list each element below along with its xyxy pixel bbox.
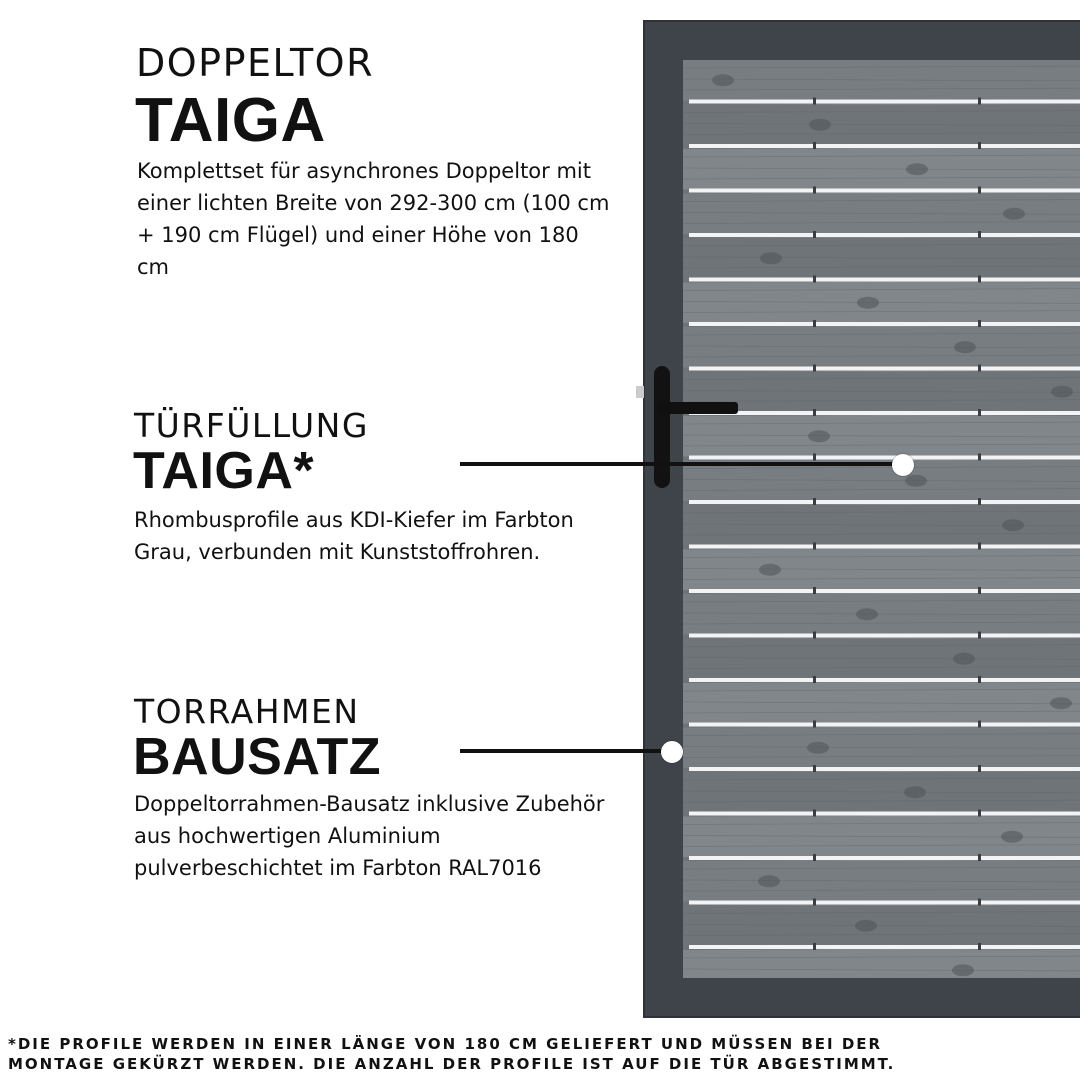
- wood-knot: [1050, 697, 1072, 709]
- wood-knot: [1003, 208, 1025, 220]
- tube-connector: [813, 365, 816, 373]
- tube-connector: [978, 587, 981, 595]
- tube-connector: [813, 899, 816, 907]
- section-2-description: Rhombusprofile aus KDI-Kiefer im Farbton Grau, verbunden mit Kunststoffrohren.: [134, 508, 574, 564]
- connector-line-infill: [460, 462, 896, 466]
- tube-connector: [813, 810, 816, 818]
- wood-knot: [856, 608, 878, 620]
- tube-connector: [978, 943, 981, 951]
- wood-knot: [760, 252, 782, 264]
- wood-knot: [1051, 386, 1073, 398]
- tube-connector: [813, 276, 816, 284]
- section-2-title: TAIGA*: [133, 442, 315, 500]
- wood-knot: [758, 875, 780, 887]
- spacer-tube: [689, 456, 1080, 460]
- spacer-tube: [689, 322, 1080, 326]
- connector-dot-infill: [892, 454, 914, 476]
- tube-connector: [978, 142, 981, 150]
- tube-connector: [978, 231, 981, 239]
- wood-knot: [808, 430, 830, 442]
- wood-knot: [857, 297, 879, 309]
- spacer-tube: [689, 189, 1080, 193]
- spacer-tube: [689, 767, 1080, 771]
- tube-connector: [978, 721, 981, 729]
- tube-connector: [813, 142, 816, 150]
- wood-boards: [683, 60, 1080, 978]
- tube-connector: [813, 320, 816, 328]
- wood-knot: [954, 341, 976, 353]
- footnote: [8, 1034, 1068, 1074]
- spacer-tube: [689, 500, 1080, 504]
- section-1-title: TAIGA: [135, 86, 326, 155]
- spacer-tube: [689, 634, 1080, 638]
- tube-connector: [813, 231, 816, 239]
- tube-connector: [978, 187, 981, 195]
- wood-knot: [904, 786, 926, 798]
- spacer-tube: [689, 945, 1080, 949]
- tube-connector: [813, 543, 816, 551]
- wood-knot: [1002, 519, 1024, 531]
- footnote-line-2: MONTAGE GEKÜRZT WERDEN. DIE ANZAHL DER PROFILE IST AUF DIE TÜR ABGESTIMMT.: [8, 1055, 896, 1073]
- section-3-title: BAUSATZ: [133, 728, 382, 786]
- tube-connector: [813, 943, 816, 951]
- tube-connector: [813, 498, 816, 506]
- tube-connector: [813, 765, 816, 773]
- connector-line-frame: [460, 749, 666, 753]
- wood-knot: [809, 119, 831, 131]
- spacer-tube: [689, 144, 1080, 148]
- wood-knot: [807, 742, 829, 754]
- wood-knot: [905, 475, 927, 487]
- tube-connector: [978, 365, 981, 373]
- spacer-tube: [689, 545, 1080, 549]
- spacer-tube: [689, 812, 1080, 816]
- tube-connector: [813, 676, 816, 684]
- wood-knot: [712, 74, 734, 86]
- tube-connector: [978, 320, 981, 328]
- door-handle-lever: [658, 402, 738, 414]
- section-1-description: Komplettset für asynchrones Doppeltor mit einer lichten Breite von 292-300 cm (100 cm + 190 cm Flügel) und einer Höhe von 180 cm: [137, 159, 610, 279]
- tube-connector: [978, 543, 981, 551]
- tube-connector: [978, 765, 981, 773]
- spacer-tube: [689, 856, 1080, 860]
- tube-connector: [978, 454, 981, 462]
- tube-connector: [813, 409, 816, 417]
- tube-connector: [813, 721, 816, 729]
- spacer-tube: [689, 723, 1080, 727]
- section-3-kicker: TORRAHMEN: [134, 692, 360, 731]
- tube-connector: [978, 676, 981, 684]
- section-2-kicker: TÜRFÜLLUNG: [134, 406, 369, 445]
- tube-connector: [813, 187, 816, 195]
- door-handle-plate: [654, 366, 670, 488]
- tube-connector: [978, 810, 981, 818]
- tube-connector: [813, 632, 816, 640]
- connector-dot-frame: [661, 741, 683, 763]
- tube-connector: [978, 854, 981, 862]
- tube-connector: [978, 632, 981, 640]
- tube-connector: [978, 498, 981, 506]
- spacer-tube: [689, 901, 1080, 905]
- tube-connector: [978, 276, 981, 284]
- spacer-tube: [689, 233, 1080, 237]
- spacer-tube: [689, 411, 1080, 415]
- tube-connector: [978, 98, 981, 106]
- wood-knot: [855, 920, 877, 932]
- spacer-tube: [689, 278, 1080, 282]
- wood-knot: [953, 653, 975, 665]
- wood-knot: [906, 163, 928, 175]
- footnote-line-1: *DIE PROFILE WERDEN IN EINER LÄNGE VON 180 CM GELIEFERT UND MÜSSEN BEI DER: [8, 1035, 883, 1053]
- wood-knot: [759, 564, 781, 576]
- tube-connector: [978, 409, 981, 417]
- tube-connector: [813, 587, 816, 595]
- spacer-tube: [689, 100, 1080, 104]
- gate-infill: [683, 60, 1080, 978]
- spacer-tube: [689, 367, 1080, 371]
- wood-board: [683, 950, 1080, 978]
- wood-knot: [1001, 831, 1023, 843]
- tube-connector: [978, 899, 981, 907]
- section-3-description: Doppeltorrahmen-Bausatz inklusive Zubehör aus hochwertigen Aluminium pulverbeschichtet im Farbton RAL7016: [134, 792, 605, 880]
- gate-latch: [636, 386, 644, 398]
- wood-knot: [952, 964, 974, 976]
- tube-connector: [813, 454, 816, 462]
- spacer-tube: [689, 678, 1080, 682]
- section-1-kicker: DOPPELTOR: [136, 41, 374, 85]
- tube-connector: [813, 98, 816, 106]
- spacer-tube: [689, 589, 1080, 593]
- tube-connector: [813, 854, 816, 862]
